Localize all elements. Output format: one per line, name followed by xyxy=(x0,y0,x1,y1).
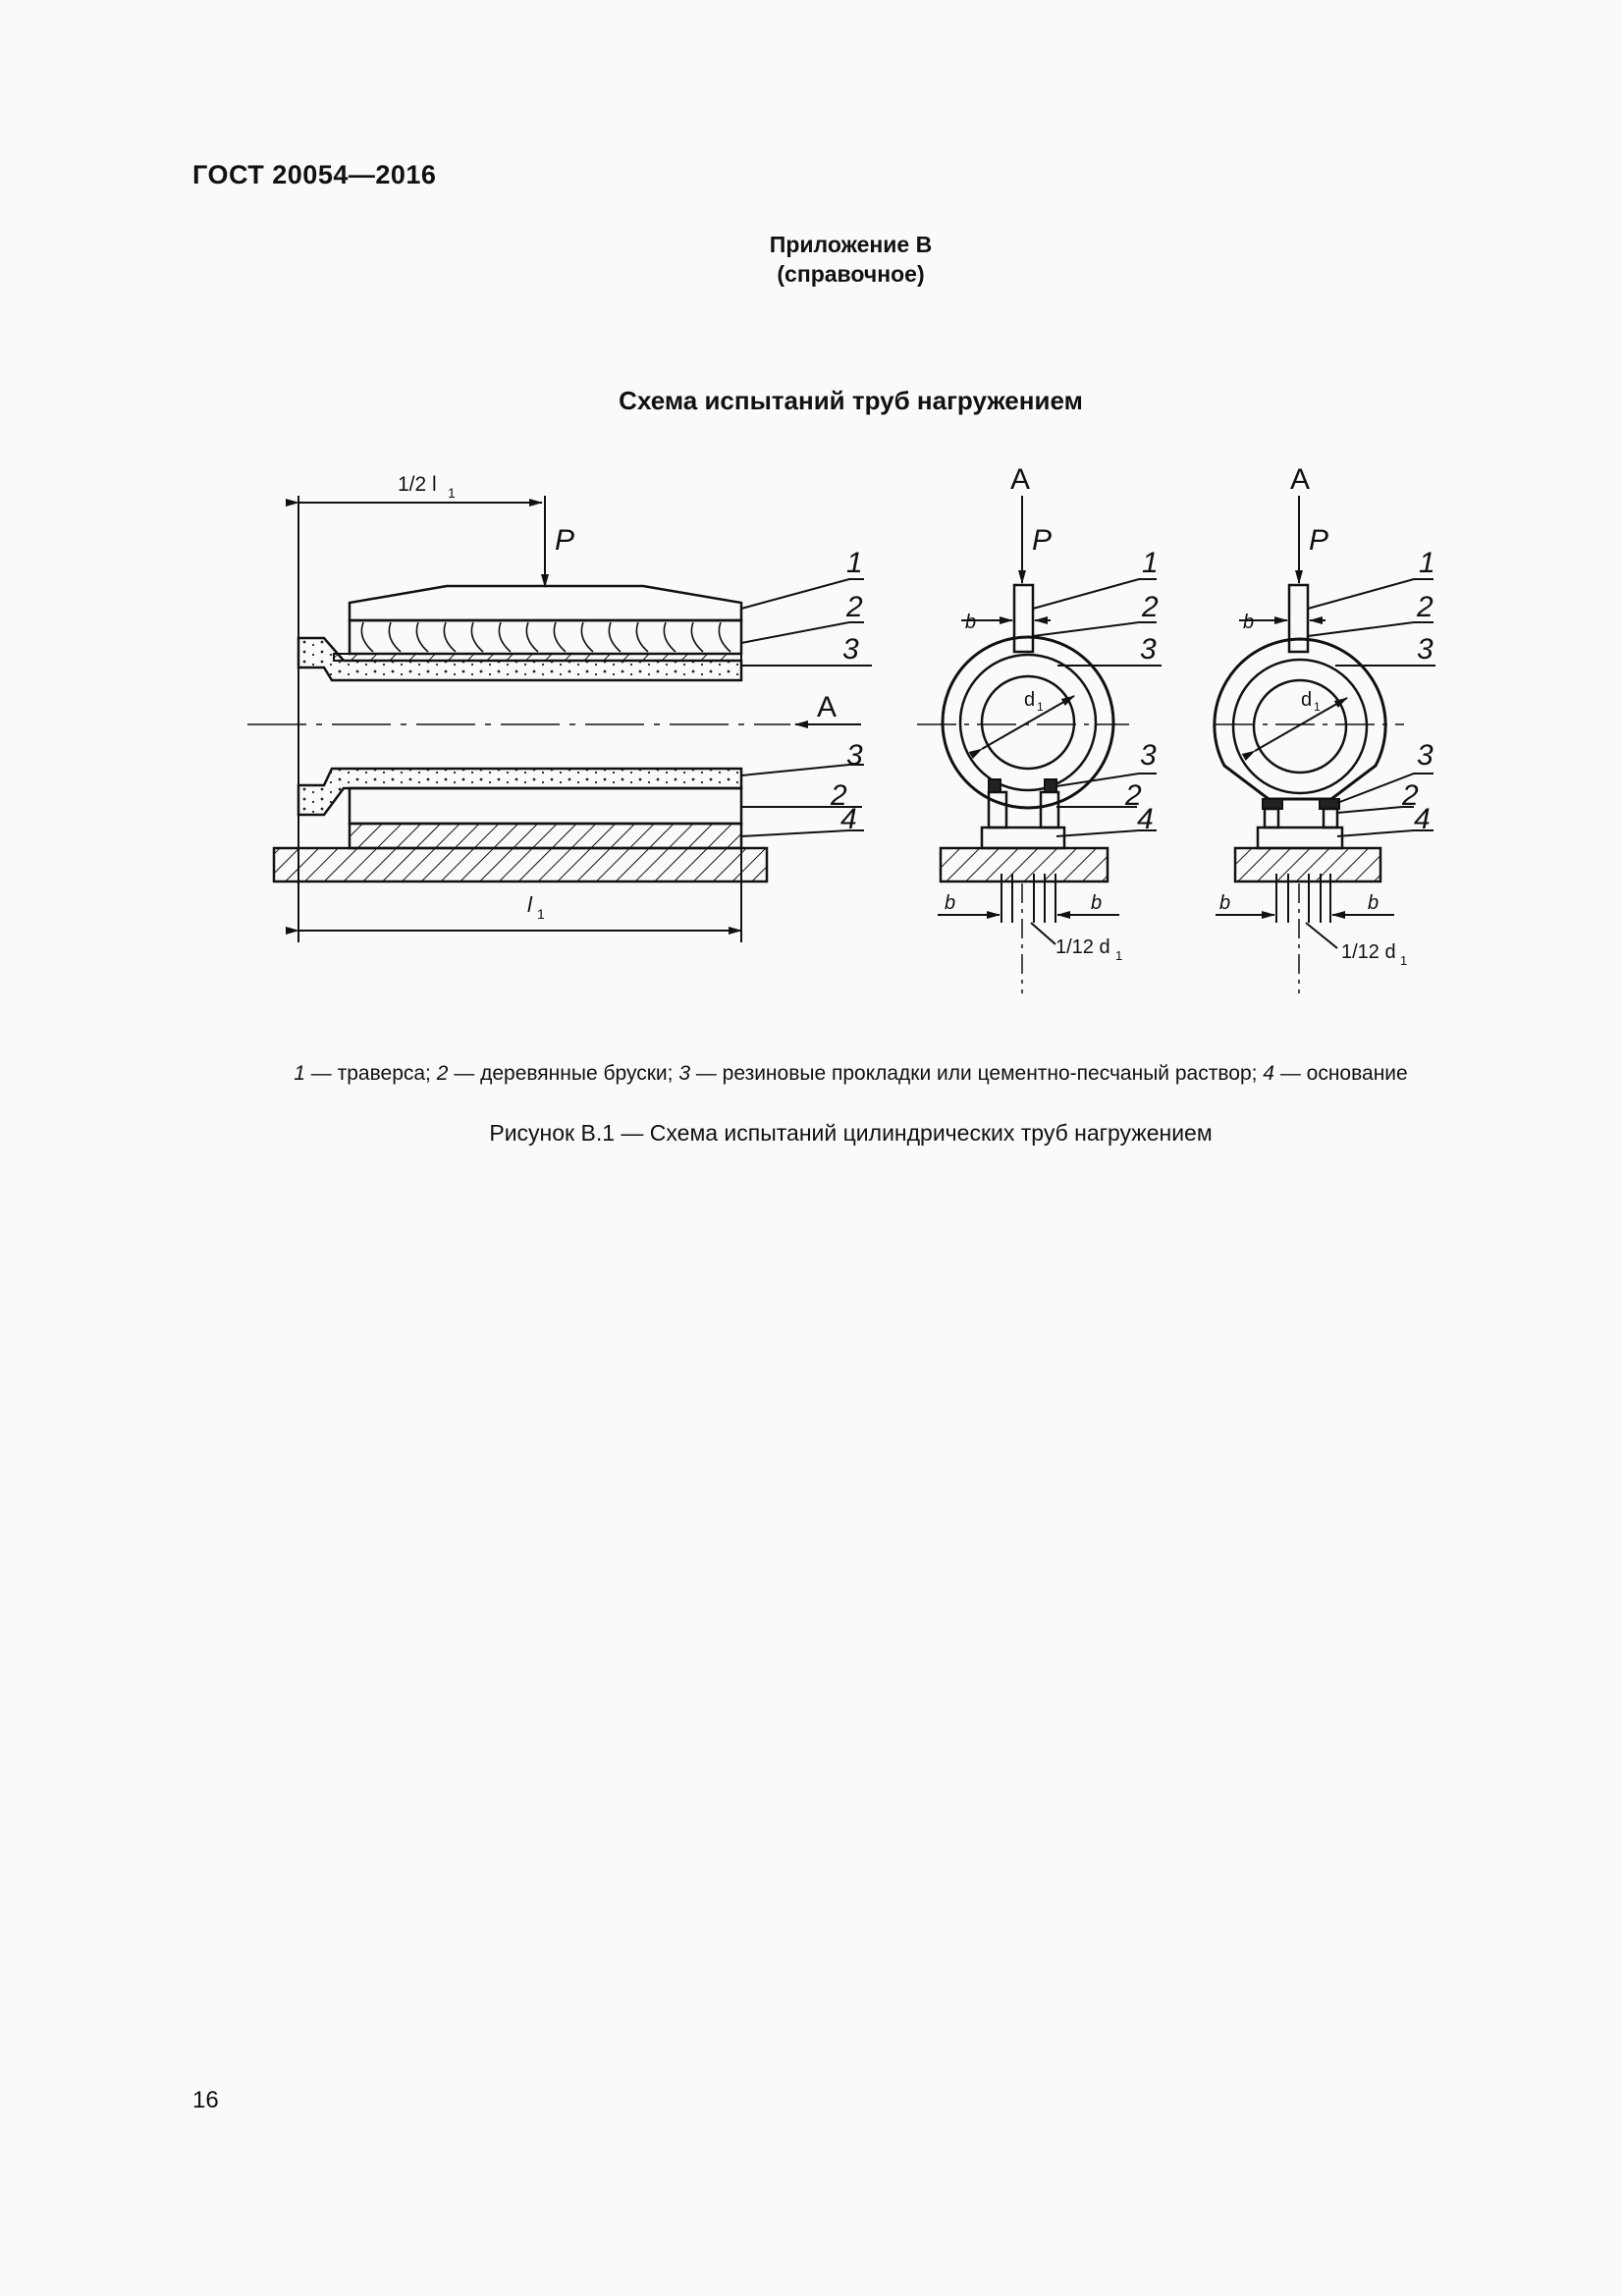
svg-text:3: 3 xyxy=(842,633,859,666)
figure-caption: Рисунок В.1 — Схема испытаний цилиндрических труб нагружением xyxy=(489,1120,1213,1146)
svg-text:3: 3 xyxy=(846,739,863,772)
section-view-b xyxy=(1215,496,1435,993)
svg-text:1: 1 xyxy=(846,547,863,579)
svg-text:P: P xyxy=(1309,524,1329,557)
svg-text:2: 2 xyxy=(1402,779,1419,812)
svg-text:d: d xyxy=(1024,689,1036,711)
svg-text:4: 4 xyxy=(1137,803,1154,835)
section-view-a xyxy=(917,496,1162,993)
svg-text:d: d xyxy=(1301,689,1313,711)
svg-text:b: b xyxy=(965,612,977,633)
svg-text:2: 2 xyxy=(1125,779,1142,812)
svg-text:1: 1 xyxy=(1115,948,1123,963)
svg-text:2: 2 xyxy=(846,591,863,623)
figure-legend: 1 — траверса; 2 — деревянные бруски; 3 — резиновые прокладки или цементно-песчаный раствор; 4 — основание xyxy=(294,1062,1408,1085)
svg-text:A: A xyxy=(1010,463,1031,496)
svg-text:1/12 d: 1/12 d xyxy=(1341,941,1396,963)
side-view xyxy=(247,496,872,942)
svg-text:1/12 d: 1/12 d xyxy=(1055,936,1110,958)
svg-text:3: 3 xyxy=(1140,739,1157,772)
svg-text:4: 4 xyxy=(840,803,857,835)
svg-text:1: 1 xyxy=(1037,700,1044,714)
svg-text:4: 4 xyxy=(1414,803,1431,835)
document-id: ГОСТ 20054—2016 xyxy=(192,160,437,189)
test-scheme-figure xyxy=(0,0,1623,1041)
svg-text:b: b xyxy=(1368,892,1380,914)
svg-text:b: b xyxy=(1243,612,1255,633)
svg-text:2: 2 xyxy=(1142,591,1159,623)
svg-text:1: 1 xyxy=(1142,547,1159,579)
label-section-a: A xyxy=(817,691,838,723)
label-load-p: P xyxy=(555,524,575,557)
svg-text:3: 3 xyxy=(1417,633,1434,666)
svg-text:1: 1 xyxy=(537,906,545,922)
svg-text:b: b xyxy=(945,892,956,914)
appendix-subtitle: (справочное) xyxy=(777,261,925,287)
section-view-a-labels xyxy=(945,463,1159,963)
svg-text:3: 3 xyxy=(1417,739,1434,772)
svg-text:1: 1 xyxy=(1314,700,1321,714)
appendix-title: Приложение В xyxy=(769,232,933,257)
svg-text:1: 1 xyxy=(1400,953,1408,968)
svg-text:3: 3 xyxy=(1140,633,1157,666)
svg-text:b: b xyxy=(1219,892,1231,914)
svg-text:P: P xyxy=(1032,524,1053,557)
svg-text:A: A xyxy=(1290,463,1311,496)
svg-text:b: b xyxy=(1091,892,1103,914)
page-number: 16 xyxy=(192,2087,219,2113)
svg-text:1: 1 xyxy=(1419,547,1435,579)
section-view-b-labels xyxy=(1219,463,1435,968)
svg-text:1: 1 xyxy=(448,485,456,501)
svg-text:2: 2 xyxy=(831,779,847,812)
label-half-length: 1/2 l xyxy=(398,473,437,496)
svg-text:2: 2 xyxy=(1417,591,1434,623)
scheme-title: Схема испытаний труб нагружением xyxy=(619,386,1083,415)
label-length: l xyxy=(527,892,532,917)
